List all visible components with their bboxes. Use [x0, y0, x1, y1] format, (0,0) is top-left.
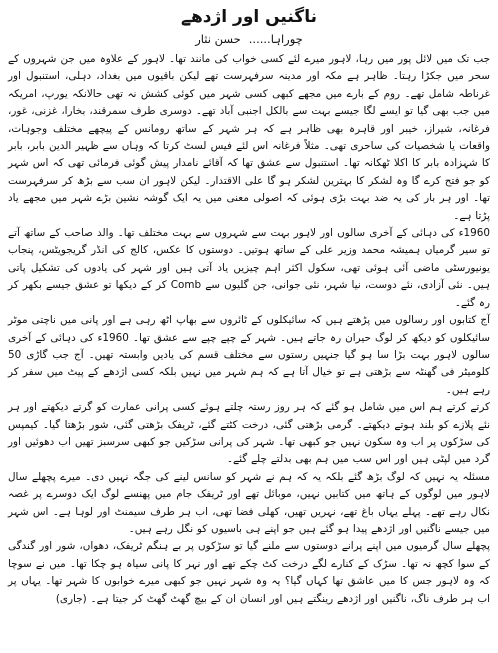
paragraph: مسئلہ یہ نہیں کہ لوگ بڑھ گئے بلکہ یہ کہ ہم نے شہر کو سانس لینے کی جگہ نہیں دی۔ میرے پچھلے سال لاہور میں لوگوں کے ہاتھ میں کتابیں نہیں، موبائل تھے اور ٹریفک جام میں پھنسے لوگ ایک دوسرے پر غصہ نکال رہے تھے۔ پہلے یہاں باغ تھے، نہریں تھیں، کھلی فضا تھی، اب ہر طرف سیمنٹ اور لوہا ہے۔ اس شہر میں جیسے ناگنیں اور اژدھے پیدا ہو گئے ہیں جو اپنے ہی باسیوں کو نگل رہے ہیں۔ [8, 470, 490, 535]
byline [8, 32, 490, 47]
paragraph: آج کتابوں اور رسالوں میں پڑھتے ہیں کہ سائیکلوں کے ٹائروں سے بھاپ اٹھ رہی ہے اور پانی میں ناچتی موٹر سائیکلوں کو دیکھ کر لوگ حیران رہ جاتے ہیں۔ شہر کے چپے چپے سے عشق تھا۔ 1960ء کی دہائی کے آخری سالوں لاہور بہت بڑا سا ہو گیا جنہیں رستوں سے مختلف قسم کی یادیں وابستہ تھیں۔ آج جب گاڑی 50 کلومیٹر فی گھنٹہ سے بڑھتی ہے تو خیال آتا ہے کہ ہم شہر میں نہیں بلکہ کسی اژدھے کے پیٹ میں سفر کر رہے ہیں۔ [8, 314, 490, 396]
article-body [8, 51, 490, 608]
paragraph: جب تک میں لائل پور میں رہا، لاہور میرے لئے کسی خواب کی مانند تھا۔ لاہور کے علاوہ میں جن شہروں کے سحر میں جکڑا رہتا۔ ظاہر ہے مکہ اور مدینہ سرفہرست تھے لیکن باقیوں میں بغداد، دہلی، استنبول اور غرناطہ شامل تھے۔ روم کے بارے میں مجھے کبھی کسی شہر میں کوئی کشش نہ تھی حالانکہ یورپ، امریکہ میں جب بھی گیا تو ایسے لگا جیسے بہت سے بالکل اجنبی آباد تھے۔ دوسری طرف سمرقند، بخارا، غزنی، غور، فرغانہ، شیراز، خیبر اور قاہرہ بھی ظاہر ہے کہ ہر شہر کے ساتھ رومانس کے پیچھے مختلف وجوہات، واقعات یا شخصیات کی ساحری تھی۔ مثلاً فرغانہ اس لئے فیس لسٹ کرتا کہ وہاں سے ظہیر الدین بابر، بابر کا شہزادہ بابر کا اکلا ٹھکانہ تھا۔ استنبول سے عشق تھا کہ آقائے نامدار پیش گوئی فرمائی تھی کہ اس شہر کو جو فتح کرے گا وہ لشکر کا بہترین لشکر ہو گا علی الاقتدار۔ لیکن لاہور ان سب سے بڑھ کر سرفہرست تھا۔ اور ہر بار کی یہ ضد بہت بڑی ہوئی کہ اصولی معنی میں یہ ایک گوشہ نشین بڑے شہر میں مجھے یاد پڑتا ہے۔ [8, 53, 490, 222]
paragraph: پچھلے سال گرمیوں میں اپنے پرانے دوستوں سے ملنے گیا تو سڑکوں پر بے ہنگم ٹریفک، دھواں، شور اور گندگی کے سوا کچھ نہ تھا۔ سڑک کے کنارے لگے درخت کٹ چکے تھے اور نہر کا پانی سیاہ ہو چکا تھا۔ میں نے سوچا کہ وہ لاہور جس کا میں عاشق تھا کہاں گیا؟ یہ وہ شہر نہیں جو کبھی میرے خوابوں کا شہر تھا۔ یہاں پر اب ہر طرف ناگ، ناگنیں اور اژدھے رینگتے ہیں اور انسان ان کے بیچ گھٹ گھٹ کر جیتا ہے۔ (جاری) [8, 540, 490, 605]
paragraph: کرتے کرتے ہم اس میں شامل ہو گئے کہ ہر روز رستہ چلتے ہوئے کسی پرانی عمارت کو گرتے دیکھتے اور ہر نئے پلازے کو بلند ہوتے دیکھتے۔ گرمی بڑھتی گئی، درخت کٹتے گئے، ٹریفک بڑھتی گئی، شور بڑھتا گیا۔ کیمپس کی سڑکوں پر اب وہ سکون نہیں جو کبھی تھا۔ شہر کی پرانی سڑکیں جو کبھی سرسبز تھیں اب دھوئیں اور گرد میں لپٹی ہیں اور اس سب میں ہم بھی بدلتے چلے گئے۔ [8, 401, 490, 466]
article-title: ناگنیں اور اژدھے [181, 7, 317, 27]
column-name: چوراہا...... [248, 32, 303, 46]
paragraph: 1960ء کی دہائی کے آخری سالوں اور لاہور بہت سے شہروں سے بہت مختلف تھا۔ والد صاحب کے ساتھ آتے تو سیر گرمیاں ہمیشہ محمد وزیر علی کے ساتھ ہوتیں۔ دوستوں کا عکس، کالج کی انڈر گریجویٹس، پنجاب یونیورسٹی ماضی آئی ہوئی تھی، سکول اکثر اہم چیزیں یاد آتی ہیں اور شہر کی یادوں کی تشکیل پاتی ہیں۔ نئی آزادی، نئے دوست، نیا شہر، نئی جوانی، جن گلیوں سے Comb کر کے دیکھا تو عشق جیسے بکھر کر رہ گئے۔ [8, 227, 491, 309]
author-name: حسن نثار [195, 32, 241, 46]
